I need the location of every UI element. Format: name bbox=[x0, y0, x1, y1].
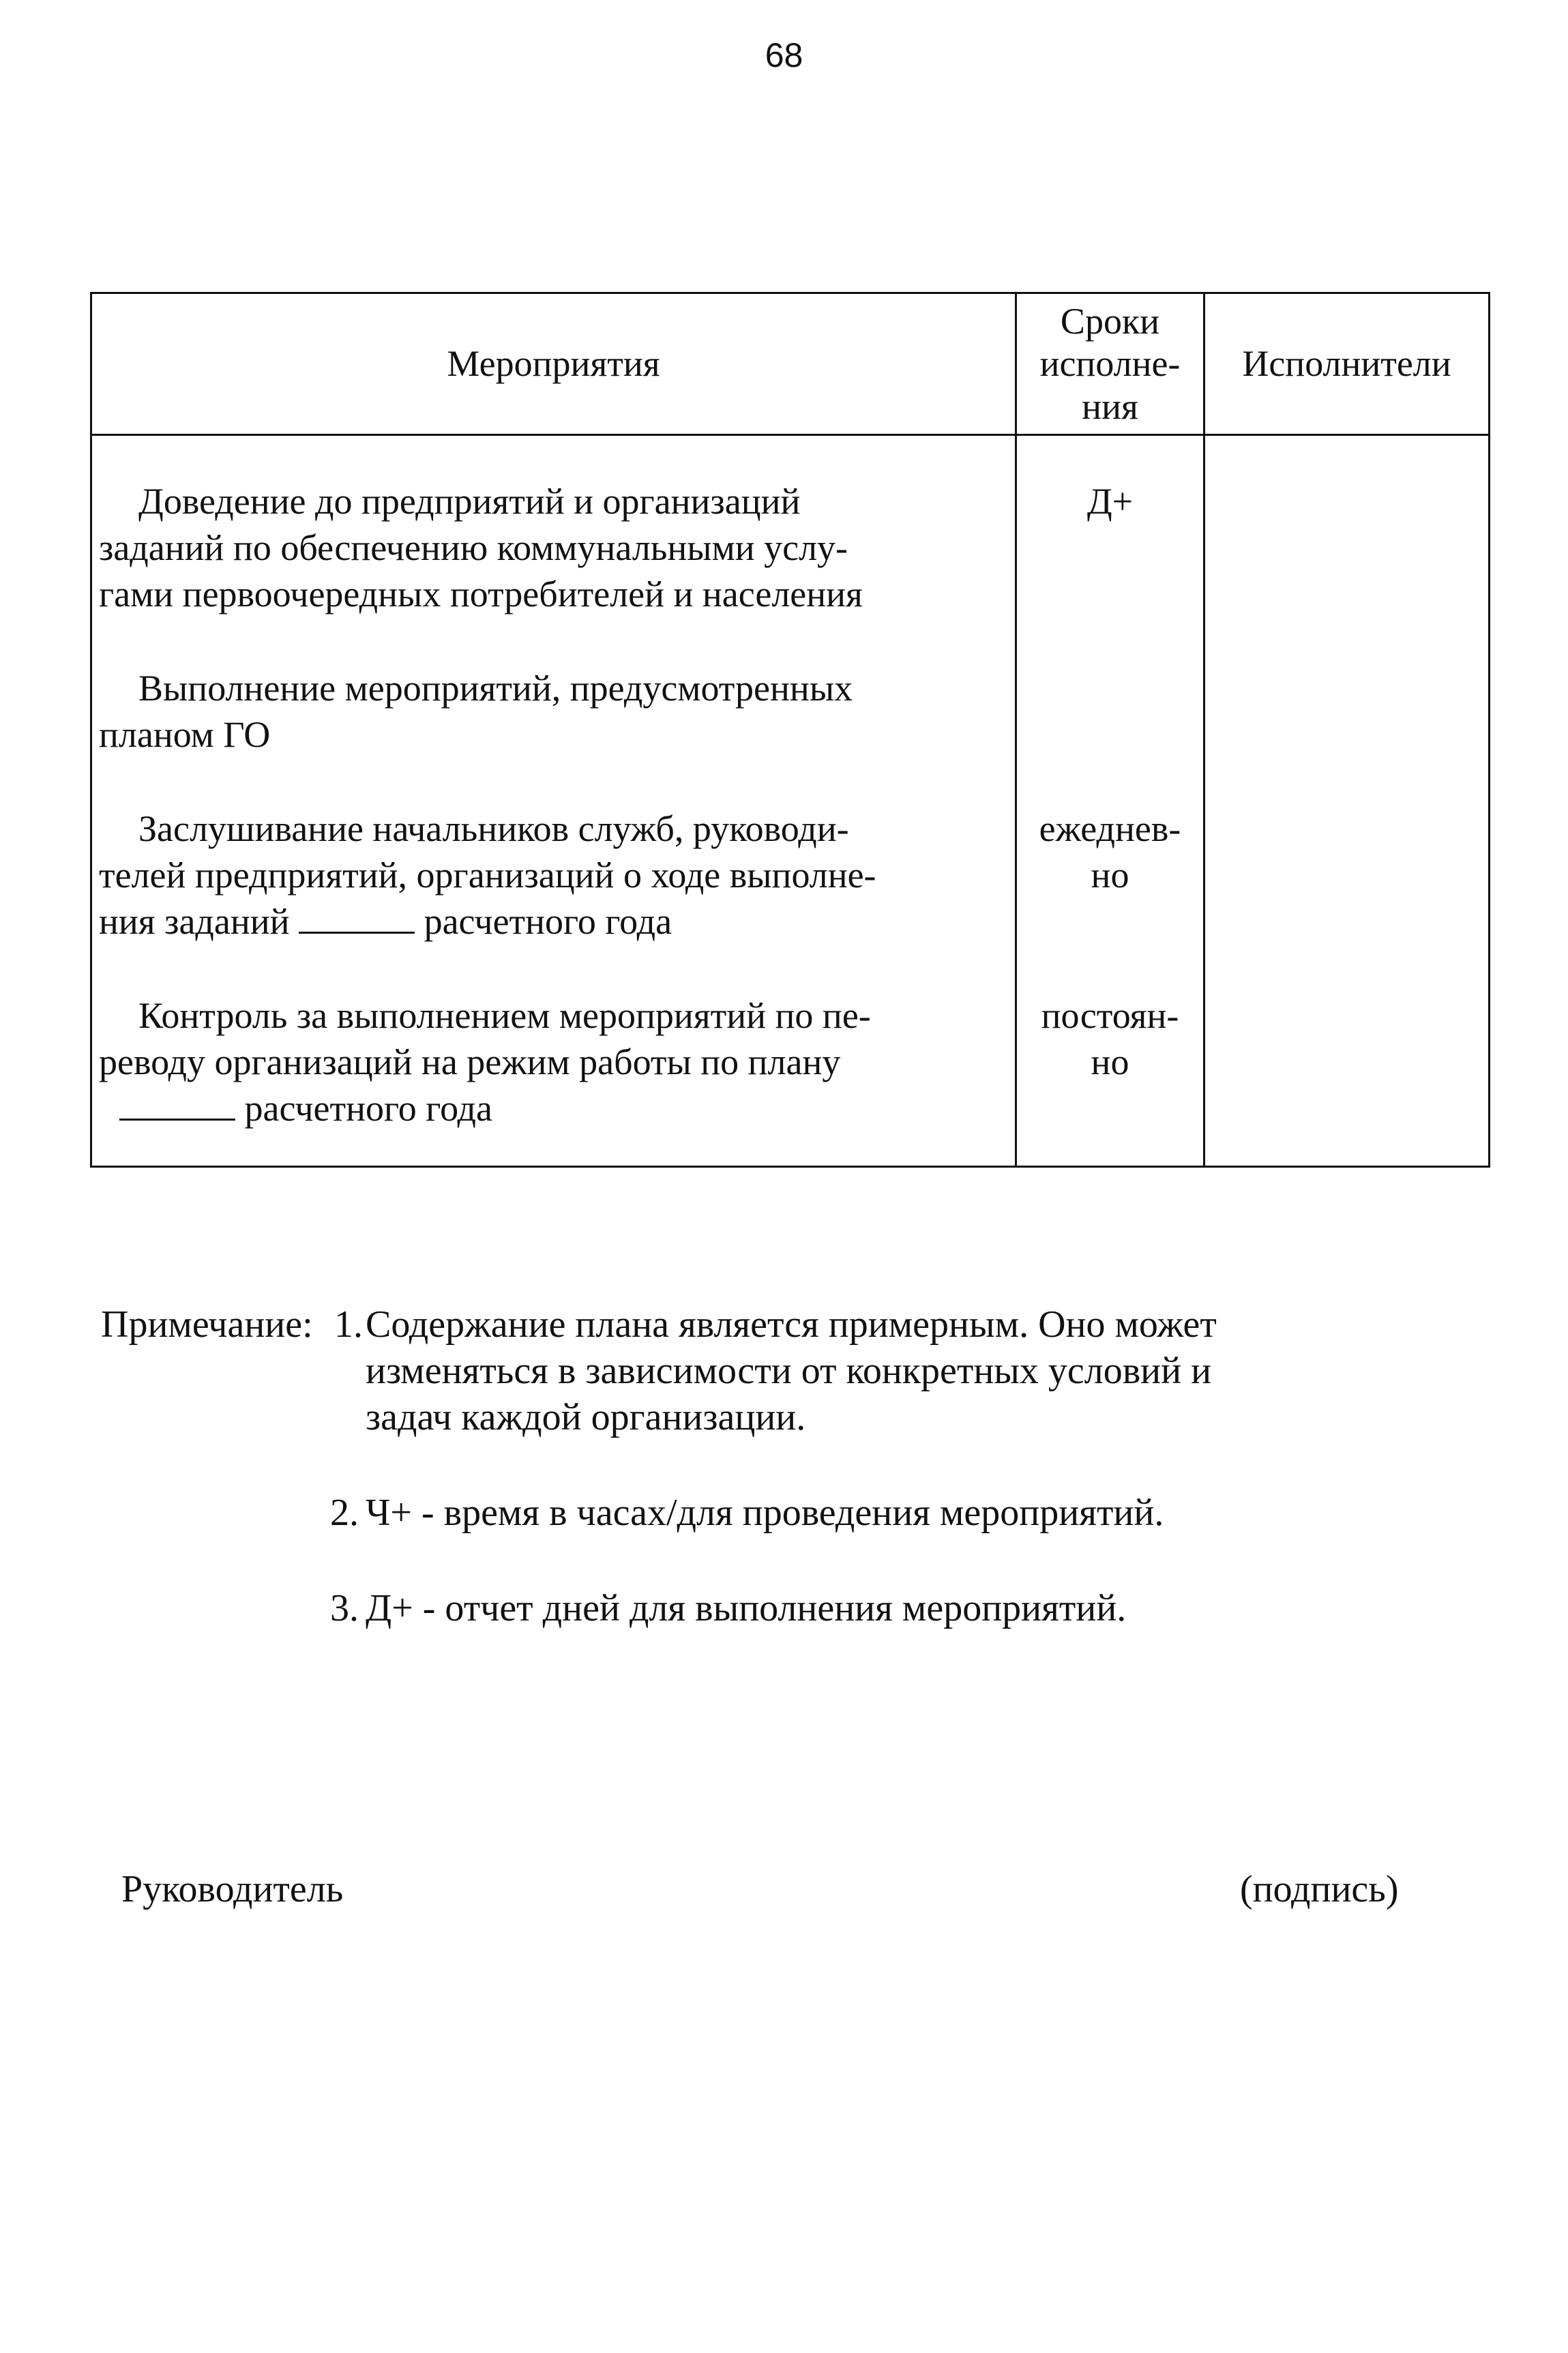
note-line: Ч+ - время в часах/для проведения мероприятий. bbox=[366, 1492, 1164, 1534]
table-row bbox=[91, 992, 1490, 1167]
header-activities: Мероприятия bbox=[91, 293, 1016, 435]
note-text bbox=[366, 1585, 1431, 1631]
note-text bbox=[366, 1301, 1431, 1440]
header-terms-line: Сроки bbox=[1060, 301, 1160, 342]
executors-cell bbox=[1204, 992, 1490, 1167]
term-cell bbox=[1016, 992, 1204, 1167]
header-executors: Исполнители bbox=[1204, 293, 1490, 435]
table-row bbox=[91, 435, 1490, 666]
term-cell bbox=[1016, 435, 1204, 666]
activity-line: телей предприятий, организаций о ходе выполне- bbox=[99, 855, 876, 896]
term-line: но bbox=[1091, 855, 1129, 896]
note-line: изменяться в зависимости от конкретных условий и bbox=[366, 1350, 1212, 1392]
notes-label: Примечание: bbox=[101, 1303, 313, 1346]
note-line: Д+ - отчет дней для выполнения мероприятий. bbox=[366, 1587, 1127, 1629]
table-header-row bbox=[91, 293, 1490, 435]
notes-section bbox=[101, 1301, 1431, 1631]
activity-line-part: расчетного года bbox=[424, 901, 672, 942]
activity-line-part: ния заданий bbox=[99, 901, 290, 942]
page-number: 68 bbox=[765, 36, 803, 74]
activity-cell bbox=[91, 435, 1016, 666]
note-number: 1. bbox=[334, 1303, 363, 1346]
signature-placeholder: (подпись) bbox=[1240, 1868, 1399, 1910]
term-cell bbox=[1016, 665, 1204, 805]
blank-year-field bbox=[119, 1087, 235, 1121]
note-line: задач каждой организации. bbox=[366, 1396, 806, 1438]
plan-table bbox=[90, 292, 1490, 1168]
executors-cell bbox=[1204, 435, 1490, 666]
activity-line: реводу организаций на режим работы по плану bbox=[99, 1041, 841, 1082]
note-item bbox=[101, 1301, 1431, 1440]
activity-line: заданий по обеспечению коммунальными услу- bbox=[99, 527, 848, 568]
blank-year-field bbox=[299, 900, 415, 934]
header-terms-line: исполне- bbox=[1039, 343, 1181, 385]
note-line: Содержание плана является примерным. Оно может bbox=[366, 1303, 1217, 1346]
term-line: но bbox=[1091, 1041, 1129, 1082]
table-row bbox=[91, 805, 1490, 992]
activity-line: планом ГО bbox=[99, 714, 271, 755]
note-number: 2. bbox=[330, 1492, 359, 1534]
activity-line: Контроль за выполнением мероприятий по пе- bbox=[138, 995, 871, 1036]
table-row bbox=[91, 665, 1490, 805]
activity-line: Заслушивание начальников служб, руководи- bbox=[138, 808, 849, 849]
note-item bbox=[101, 1585, 1431, 1631]
note-text bbox=[366, 1490, 1431, 1536]
activity-cell bbox=[91, 992, 1016, 1167]
activity-line: гами первоочередных потребителей и населения bbox=[99, 574, 863, 615]
note-item bbox=[101, 1490, 1431, 1536]
activity-line-with-blank bbox=[99, 1085, 1003, 1131]
activity-cell bbox=[91, 665, 1016, 805]
executors-cell bbox=[1204, 665, 1490, 805]
header-terms-line: ния bbox=[1082, 385, 1138, 427]
activity-line: Доведение до предприятий и организаций bbox=[138, 481, 801, 522]
executors-cell bbox=[1204, 805, 1490, 992]
activity-line-with-blank bbox=[99, 898, 1003, 945]
term-cell bbox=[1016, 805, 1204, 992]
note-number: 3. bbox=[330, 1587, 359, 1629]
term-line: ежеднев- bbox=[1039, 808, 1181, 849]
signature-label: Руководитель bbox=[121, 1868, 344, 1910]
activity-line-part: расчетного года bbox=[244, 1088, 492, 1129]
term-line: Д+ bbox=[1086, 481, 1134, 522]
activity-line: Выполнение мероприятий, предусмотренных bbox=[138, 668, 853, 709]
header-terms bbox=[1016, 293, 1204, 435]
activity-cell bbox=[91, 805, 1016, 992]
term-line: постоян- bbox=[1041, 995, 1179, 1036]
